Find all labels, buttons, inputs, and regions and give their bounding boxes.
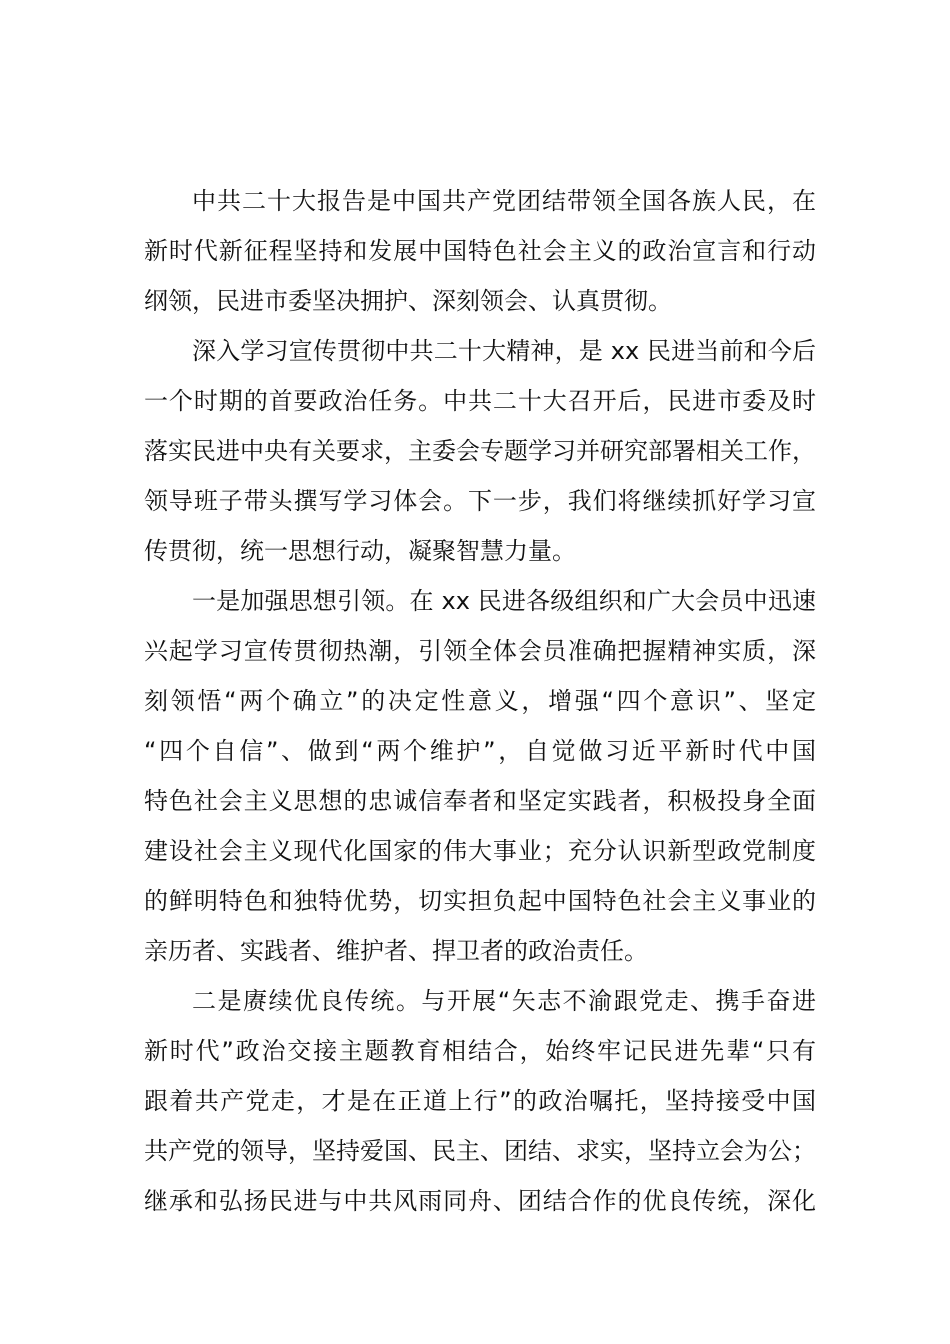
text-line: 二是赓续优良传统。与开展“矢志不渝跟党走、携手奋进 <box>192 987 816 1015</box>
paragraph-1 <box>144 176 816 326</box>
text-line: 领导班子带头撰写学习体会。下一步，我们将继续抓好学习宣 <box>144 487 816 515</box>
text-line: 落实民进中央有关要求，主委会专题学习并研究部署相关工作， <box>144 437 816 465</box>
text-line: 建设社会主义现代化国家的伟大事业；充分认识新型政党制度 <box>144 837 816 865</box>
text-line: 新时代新征程坚持和发展中国特色社会主义的政治宣言和行动 <box>144 237 816 265</box>
text-line: 兴起学习宣传贯彻热潮，引领全体会员准确把握精神实质，深 <box>144 637 816 665</box>
text-line: 继承和弘扬民进与中共风雨同舟、团结合作的优良传统，深化 <box>144 1187 816 1215</box>
paragraph-2 <box>144 326 816 576</box>
paragraph-4 <box>144 976 816 1226</box>
text-line: 跟着共产党走，才是在正道上行”的政治嘱托，坚持接受中国 <box>144 1087 816 1115</box>
text-line: 纲领，民进市委坚决拥护、深刻领会、认真贯彻。 <box>144 287 672 315</box>
text-line: 深入学习宣传贯彻中共二十大精神，是 xx 民进当前和今后 <box>192 337 816 365</box>
text-line: 一是加强思想引领。在 xx 民进各级组织和广大会员中迅速 <box>192 587 816 615</box>
text-line: “四个自信”、做到“两个维护”，自觉做习近平新时代中国 <box>144 737 816 765</box>
document-body <box>144 176 816 1226</box>
text-line: 新时代”政治交接主题教育相结合，始终牢记民进先辈“只有 <box>144 1037 816 1065</box>
paragraph-3 <box>144 576 816 976</box>
text-line: 的鲜明特色和独特优势，切实担负起中国特色社会主义事业的 <box>144 887 816 915</box>
text-line: 刻领悟“两个确立”的决定性意义，增强“四个意识”、坚定 <box>144 687 816 715</box>
text-line: 共产党的领导，坚持爱国、民主、团结、求实，坚持立会为公； <box>144 1137 816 1165</box>
text-line: 亲历者、实践者、维护者、捍卫者的政治责任。 <box>144 937 648 965</box>
text-line: 传贯彻，统一思想行动，凝聚智慧力量。 <box>144 537 576 565</box>
text-line: 一个时期的首要政治任务。中共二十大召开后，民进市委及时 <box>144 387 816 415</box>
text-line: 特色社会主义思想的忠诚信奉者和坚定实践者，积极投身全面 <box>144 787 816 815</box>
text-line: 中共二十大报告是中国共产党团结带领全国各族人民，在 <box>192 187 816 215</box>
